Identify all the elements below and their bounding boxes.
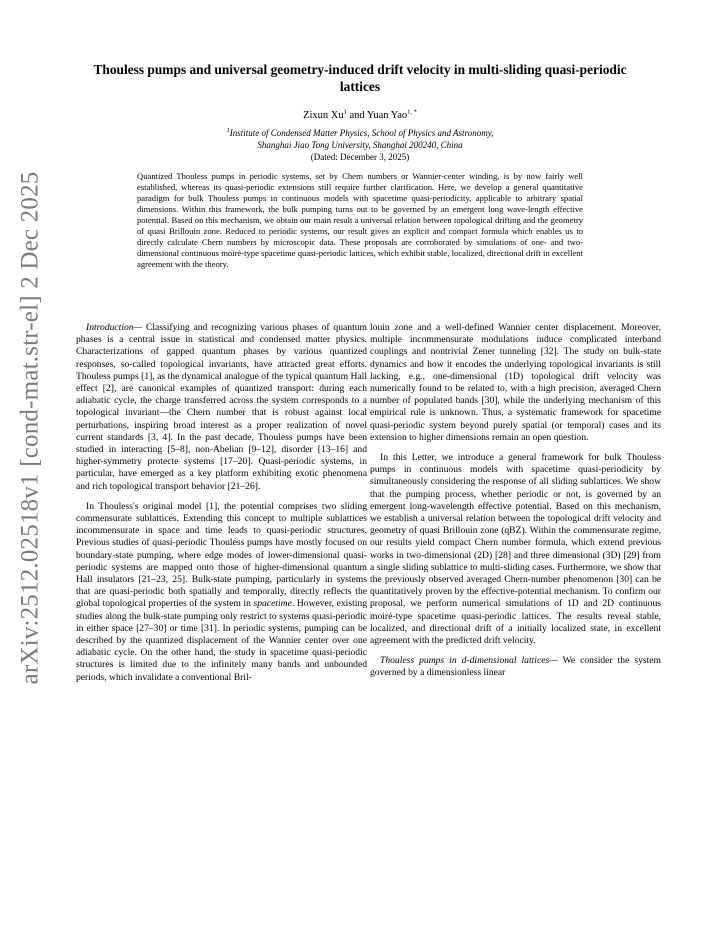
- affiliation: [80, 127, 640, 151]
- author-line: [80, 110, 640, 121]
- affiliation-line-1: Institute of Condensed Matter Physics, School of Physics and Astronomy,: [229, 128, 494, 138]
- section-heading-thouless-pumps: Thouless pumps in d-dimensional lattices—: [380, 655, 558, 667]
- affiliation-mark: 1: [226, 127, 230, 134]
- intro-paragraph-2-text-a: In Thouless's original model [1], the potential comprises two sliding commensurate sublattices. Extending this concept to multiple sublattices incommensurate in space and time leads to quasi-periodic structures. Previous studies of quasi-periodic Thouless pumps have mostly focused on boundary-state pumping, where edge modes of lower-dimensional quasi-periodic systems are mapped onto those of higher-dimensional quantum Hall insulators [21–23, 25]. Bulk-state pumping, particularly in systems that are quasi-periodic both spatially and temporally, directly reflects the global topological properties of the system in: [76, 500, 367, 610]
- left-column: [76, 322, 367, 684]
- section-paragraph-thouless-pumps: [370, 655, 661, 679]
- affiliation-line-2: Shanghai Jiao Tong University, Shanghai 200240, China: [257, 140, 463, 150]
- author-1-name: Zixun Xu: [303, 110, 344, 121]
- intro-paragraph-1: [76, 322, 367, 493]
- author-separator: and: [349, 110, 365, 121]
- right-column: [370, 322, 661, 680]
- abstract: Quantized Thouless pumps in periodic systems, set by Chern numbers or Wannier-center winding, is by now fairly well established, whereas its quasi-periodic extensions still require further clarification. Here, we develop a general quantitative paradigm for bulk Thouless pumps in continuous models with spacetime quasi-periodicity, applicable to arbitrary spatial dimensions. Within this framework, the bulk pumping turns out to be governed by an emergent long wave-length effective potential. Based on this mechanism, we obtain our main result a universal relation between topological drifting and the geometry of quasi Brillouin zone. Reduced to periodic systems, our result gives an explicit and compact formula which enables us to directly calculate Chern numbers by microscopic data. These proposals are corroborated by simulations of one- and two-dimensional continuous moiré-type spacetime quasi-periodic lattices, which exhibit stable, localized, directional drift in excellent agreement with the theory.: [137, 171, 583, 269]
- date-line: (Dated: December 3, 2025): [310, 152, 410, 162]
- section-paragraph-text: We consider the system governed by a dimensionless linear: [370, 655, 661, 679]
- intro-paragraph-2-emphasis: spacetime: [253, 598, 292, 610]
- author-2-name: Yuan Yao: [366, 110, 408, 121]
- intro-paragraph-2: [76, 501, 367, 684]
- intro-paragraph-2-continued: louin zone and a well-defined Wannier center displacement. Moreover, multiple incommensurate modulations induce complicated interband couplings and nontrivial Zener tunneling [32]. The study on bulk-state dynamics and how it encodes the underlying topological invariants is still lacking, e.g., one-dimensional (1D) topological drift velocity was numerically found to be related to, with a high precision, averaged Chern number of populated bands [30], while the underlying mechanism of this empirical rule is unknown. Thus, a systematic framework for spacetime quasi-periodic system beyond purely spatial (or temporal) cases and its extension to higher dimensions remain an open question.: [370, 322, 661, 443]
- intro-paragraph-2-text-b: . However, existing studies along the bulk-state pumping only restrict to systems quasi-periodic in either space [27–30] or time [31]. In periodic systems, pumping can be described by the quantized displacement of the Wannier center over one adiabatic cycle. On the other hand, the study in spacetime quasi-periodic structures is limited due to the infinitely many bands and unbounded periods, which invalidate a conventional Bril-: [76, 598, 367, 683]
- intro-heading: Introduction—: [86, 322, 143, 333]
- author-1-affil-mark: 1: [343, 108, 347, 116]
- arxiv-id-text: arXiv:2512.02518v1 [cond-mat.str-el] 2 Dec 2025: [16, 171, 44, 685]
- paper-title: Thouless pumps and universal geometry-induced drift velocity in multi-sliding quasi-periodic lattices: [93, 62, 627, 94]
- arxiv-side-identifier: [5, 171, 55, 685]
- intro-paragraph-1-text: Classifying and recognizing various phases of quantum phases is a central issue in statistical and condensed matter physics. Characterizations of gapped quantum phases by various quantized responses, so-called topological invariants, have attracted great efforts. Thouless pumps [1], as the dynamical analogue of the typical quantum Hall effect [2], are canonical examples of quantized transport: during each adiabatic cycle, the charge transferred across the system corresponds to a topological invariant—the Chern number that is robust against local perturbations, inspiring broad interest as a proper realization of novel current standards [3, 4]. In the past decade, Thouless pumps have been studied in interacting [5–8], non-Abelian [9–12], disorder [13–16] and higher-symmetry protecte systems [17–20]. Quasi-periodic systems, in particular, have emerged as a key platform exhibiting exotic phenomena and rich topological transport behavior [21–26].: [76, 322, 367, 492]
- author-2-affil-mark: 1, *: [407, 108, 417, 116]
- letter-overview-paragraph: In this Letter, we introduce a general framework for bulk Thouless pumps in continuous models with spacetime quasi-periodicity by simultaneously considering the response of all sliding sublattices. We show that the pumping process, whether periodic or not, is governed by an emergent long-wavelength effective potential. Based on this mechanism, we establish a universal relation between the topological drift velocity and geometry of quasi Brillouin zone (qBZ). Within the commensurate regime, our results yield compact Chern number formula, which extend previous works in two-dimensional (2D) [28] and three dimensional (3D) [29] from a single sliding sublattice to multi-sliding cases. Furthermore, we show that the previously observed averaged Chern-number phenomenon [30] can be quantitatively proven by the effective-potential mechanism. To confirm our proposal, we perform numerical simulations of 1D and 2D continuous moiré-type spacetime quasi-periodic lattices. The results reveal stable, localized, and directional drift of a initially localized state, in excellent agreement with the predicted drift velocity.: [370, 452, 661, 647]
